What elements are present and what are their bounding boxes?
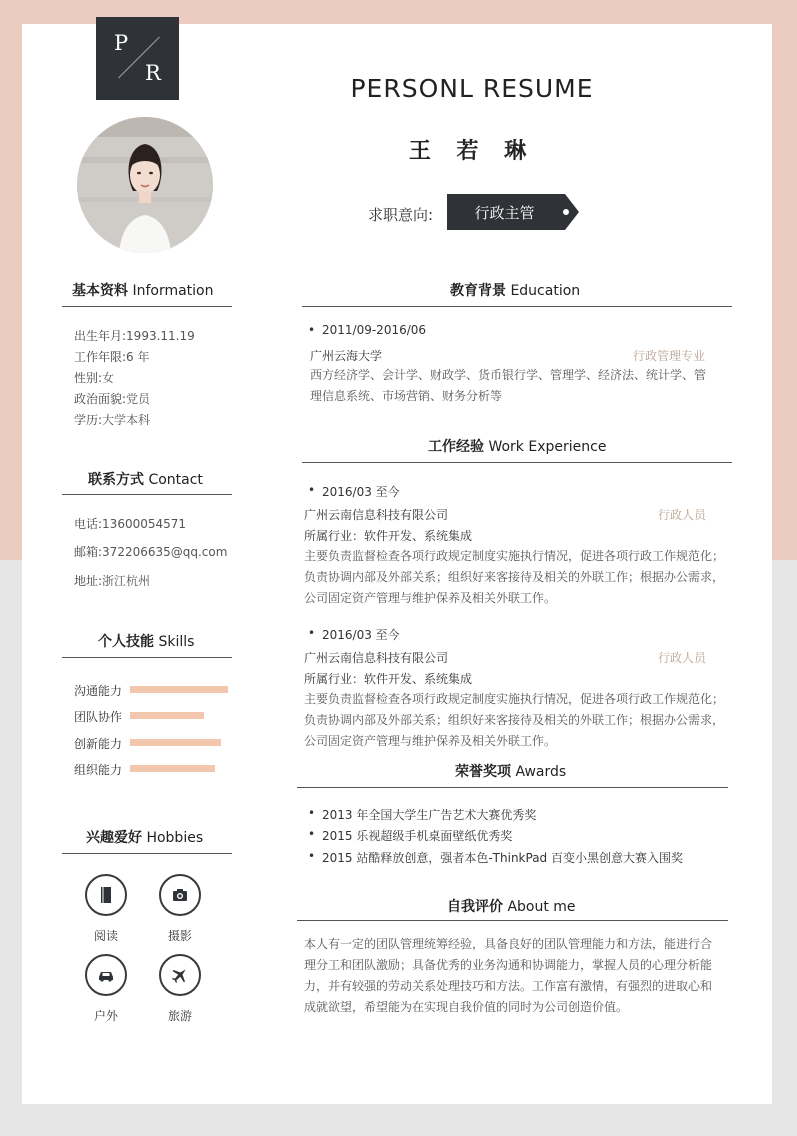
about-line: 本人有一定的团队管理统筹经验，具备良好的团队管理能力和方法，能进行合: [304, 937, 713, 951]
job-company: 广州云南信息科技有限公司: [304, 651, 449, 665]
job-role: 行政人员: [658, 508, 707, 522]
description-line: 公司固定资产管理与维护保养及相关外联工作。: [304, 591, 557, 605]
skills-divider: [62, 657, 232, 658]
camera-icon: [159, 874, 201, 916]
about-line: 力，并有较强的劳动关系处理技巧和方法。工作富有激情，有强烈的进取心和: [304, 979, 713, 993]
hobby-label: 摄影: [167, 929, 192, 943]
education-major: 行政管理专业: [633, 349, 706, 363]
about-divider: [297, 920, 728, 921]
description-line: 主要负责监督检查各项行政规定制度实施执行情况，促进各项行政工作规范化；: [304, 692, 725, 706]
education-divider: [302, 306, 732, 307]
job-description: [304, 546, 729, 609]
hobbies-heading: 兴趣爱好 Hobbies: [86, 830, 204, 846]
education-heading: 教育背景 Education: [450, 283, 581, 299]
courses-line: 理信息系统、市场营销、财务分析等: [310, 389, 503, 403]
skills-heading: 个人技能 Skills: [98, 634, 195, 650]
skill-bar-innovation: [130, 739, 221, 746]
education-school: 广州云海大学: [310, 349, 383, 363]
resume-title: PERSONL RESUME: [350, 74, 594, 103]
hobby-reading: [76, 874, 136, 944]
skill-bar-teamwork: [130, 712, 204, 719]
avatar: [77, 117, 213, 253]
hobbies-divider: [62, 853, 232, 854]
about-line: 成就欲望，希望能为在实现自我价值的同时为公司创造价值。: [304, 1000, 629, 1014]
award-item: • 2015 乐视超级手机桌面壁纸优秀奖: [322, 827, 512, 844]
job-intent-tag: [447, 194, 579, 230]
info-political: 政治面貌:党员: [74, 392, 151, 406]
skill-label-teamwork: 团队协作: [74, 710, 123, 724]
skill-label-communication: 沟通能力: [74, 684, 123, 698]
car-icon: [85, 954, 127, 996]
skill-bar-communication: [130, 686, 228, 693]
basic-info-divider: [62, 306, 232, 307]
skill-label-organization: 组织能力: [74, 763, 123, 777]
job-period: • 2016/03 至今: [322, 626, 400, 643]
job-industry: 所属行业：软件开发、系统集成: [304, 672, 473, 686]
logo-letter-p: P: [114, 31, 129, 55]
hobby-photography: [150, 874, 210, 944]
education-period: • 2011/09-2016/06: [322, 323, 426, 337]
hobby-outdoor: [76, 954, 136, 1024]
job-industry: 所属行业：软件开发、系统集成: [304, 529, 473, 543]
description-line: 公司固定资产管理与维护保养及相关外联工作。: [304, 734, 557, 748]
description-line: 主要负责监督检查各项行政规定制度实施执行情况，促进各项行政工作规范化；: [304, 549, 725, 563]
contact-divider: [62, 494, 232, 495]
work-heading: 工作经验 Work Experience: [428, 439, 607, 455]
about-text: [304, 934, 729, 1018]
description-line: 负责协调内部及外部关系；组织好来客接待及相关的外联工作；根据办公需求，: [304, 570, 725, 584]
contact-heading: 联系方式 Contact: [88, 472, 203, 488]
job-description: [304, 689, 729, 752]
about-heading: 自我评价 About me: [447, 899, 576, 915]
hobby-label: 旅游: [167, 1009, 192, 1023]
hobby-travel: [150, 954, 210, 1024]
info-experience-years: 工作年限:6 年: [74, 350, 150, 364]
book-icon: [85, 874, 127, 916]
info-gender: 性别:女: [74, 371, 115, 385]
education-courses: [310, 365, 720, 407]
skill-bar-organization: [130, 765, 215, 772]
contact-email: 邮箱:372206635@qq.com: [74, 545, 228, 559]
description-line: 负责协调内部及外部关系；组织好来客接待及相关的外联工作；根据办公需求，: [304, 713, 725, 727]
skill-label-innovation: 创新能力: [74, 737, 123, 751]
airplane-icon: [159, 954, 201, 996]
job-role: 行政人员: [658, 651, 707, 665]
logo-letter-r: R: [145, 61, 161, 85]
basic-info-heading: 基本资料 Information: [72, 283, 214, 299]
job-intent-label: 求职意向:: [368, 206, 434, 224]
candidate-name: 王 若 琳: [408, 139, 536, 164]
job-intent-value: 行政主管: [474, 204, 535, 222]
courses-line: 西方经济学、会计学、财政学、货币银行学、管理学、经济法、统计学、管: [310, 368, 707, 382]
award-item: • 2015 站酷释放创意，强者本色-ThinkPad 百变小黑创意大赛入围奖: [322, 849, 683, 866]
contact-phone: 电话:13600054571: [74, 517, 187, 531]
awards-heading: 荣誉奖项 Awards: [455, 764, 567, 780]
info-degree: 学历:大学本科: [74, 413, 151, 427]
work-divider: [302, 462, 732, 463]
contact-address: 地址:浙江杭州: [74, 574, 151, 588]
job-period: • 2016/03 至今: [322, 483, 400, 500]
hobby-label: 户外: [93, 1009, 118, 1023]
pr-logo: [96, 17, 179, 100]
hobby-label: 阅读: [93, 929, 118, 943]
awards-divider: [297, 787, 728, 788]
job-company: 广州云南信息科技有限公司: [304, 508, 449, 522]
info-birth: 出生年月:1993.11.19: [74, 329, 195, 343]
award-item: • 2013 年全国大学生广告艺术大赛优秀奖: [322, 806, 536, 823]
about-line: 理分工和团队激励；具备优秀的业务沟通和协调能力，掌握人员的心理分析能: [304, 958, 713, 972]
